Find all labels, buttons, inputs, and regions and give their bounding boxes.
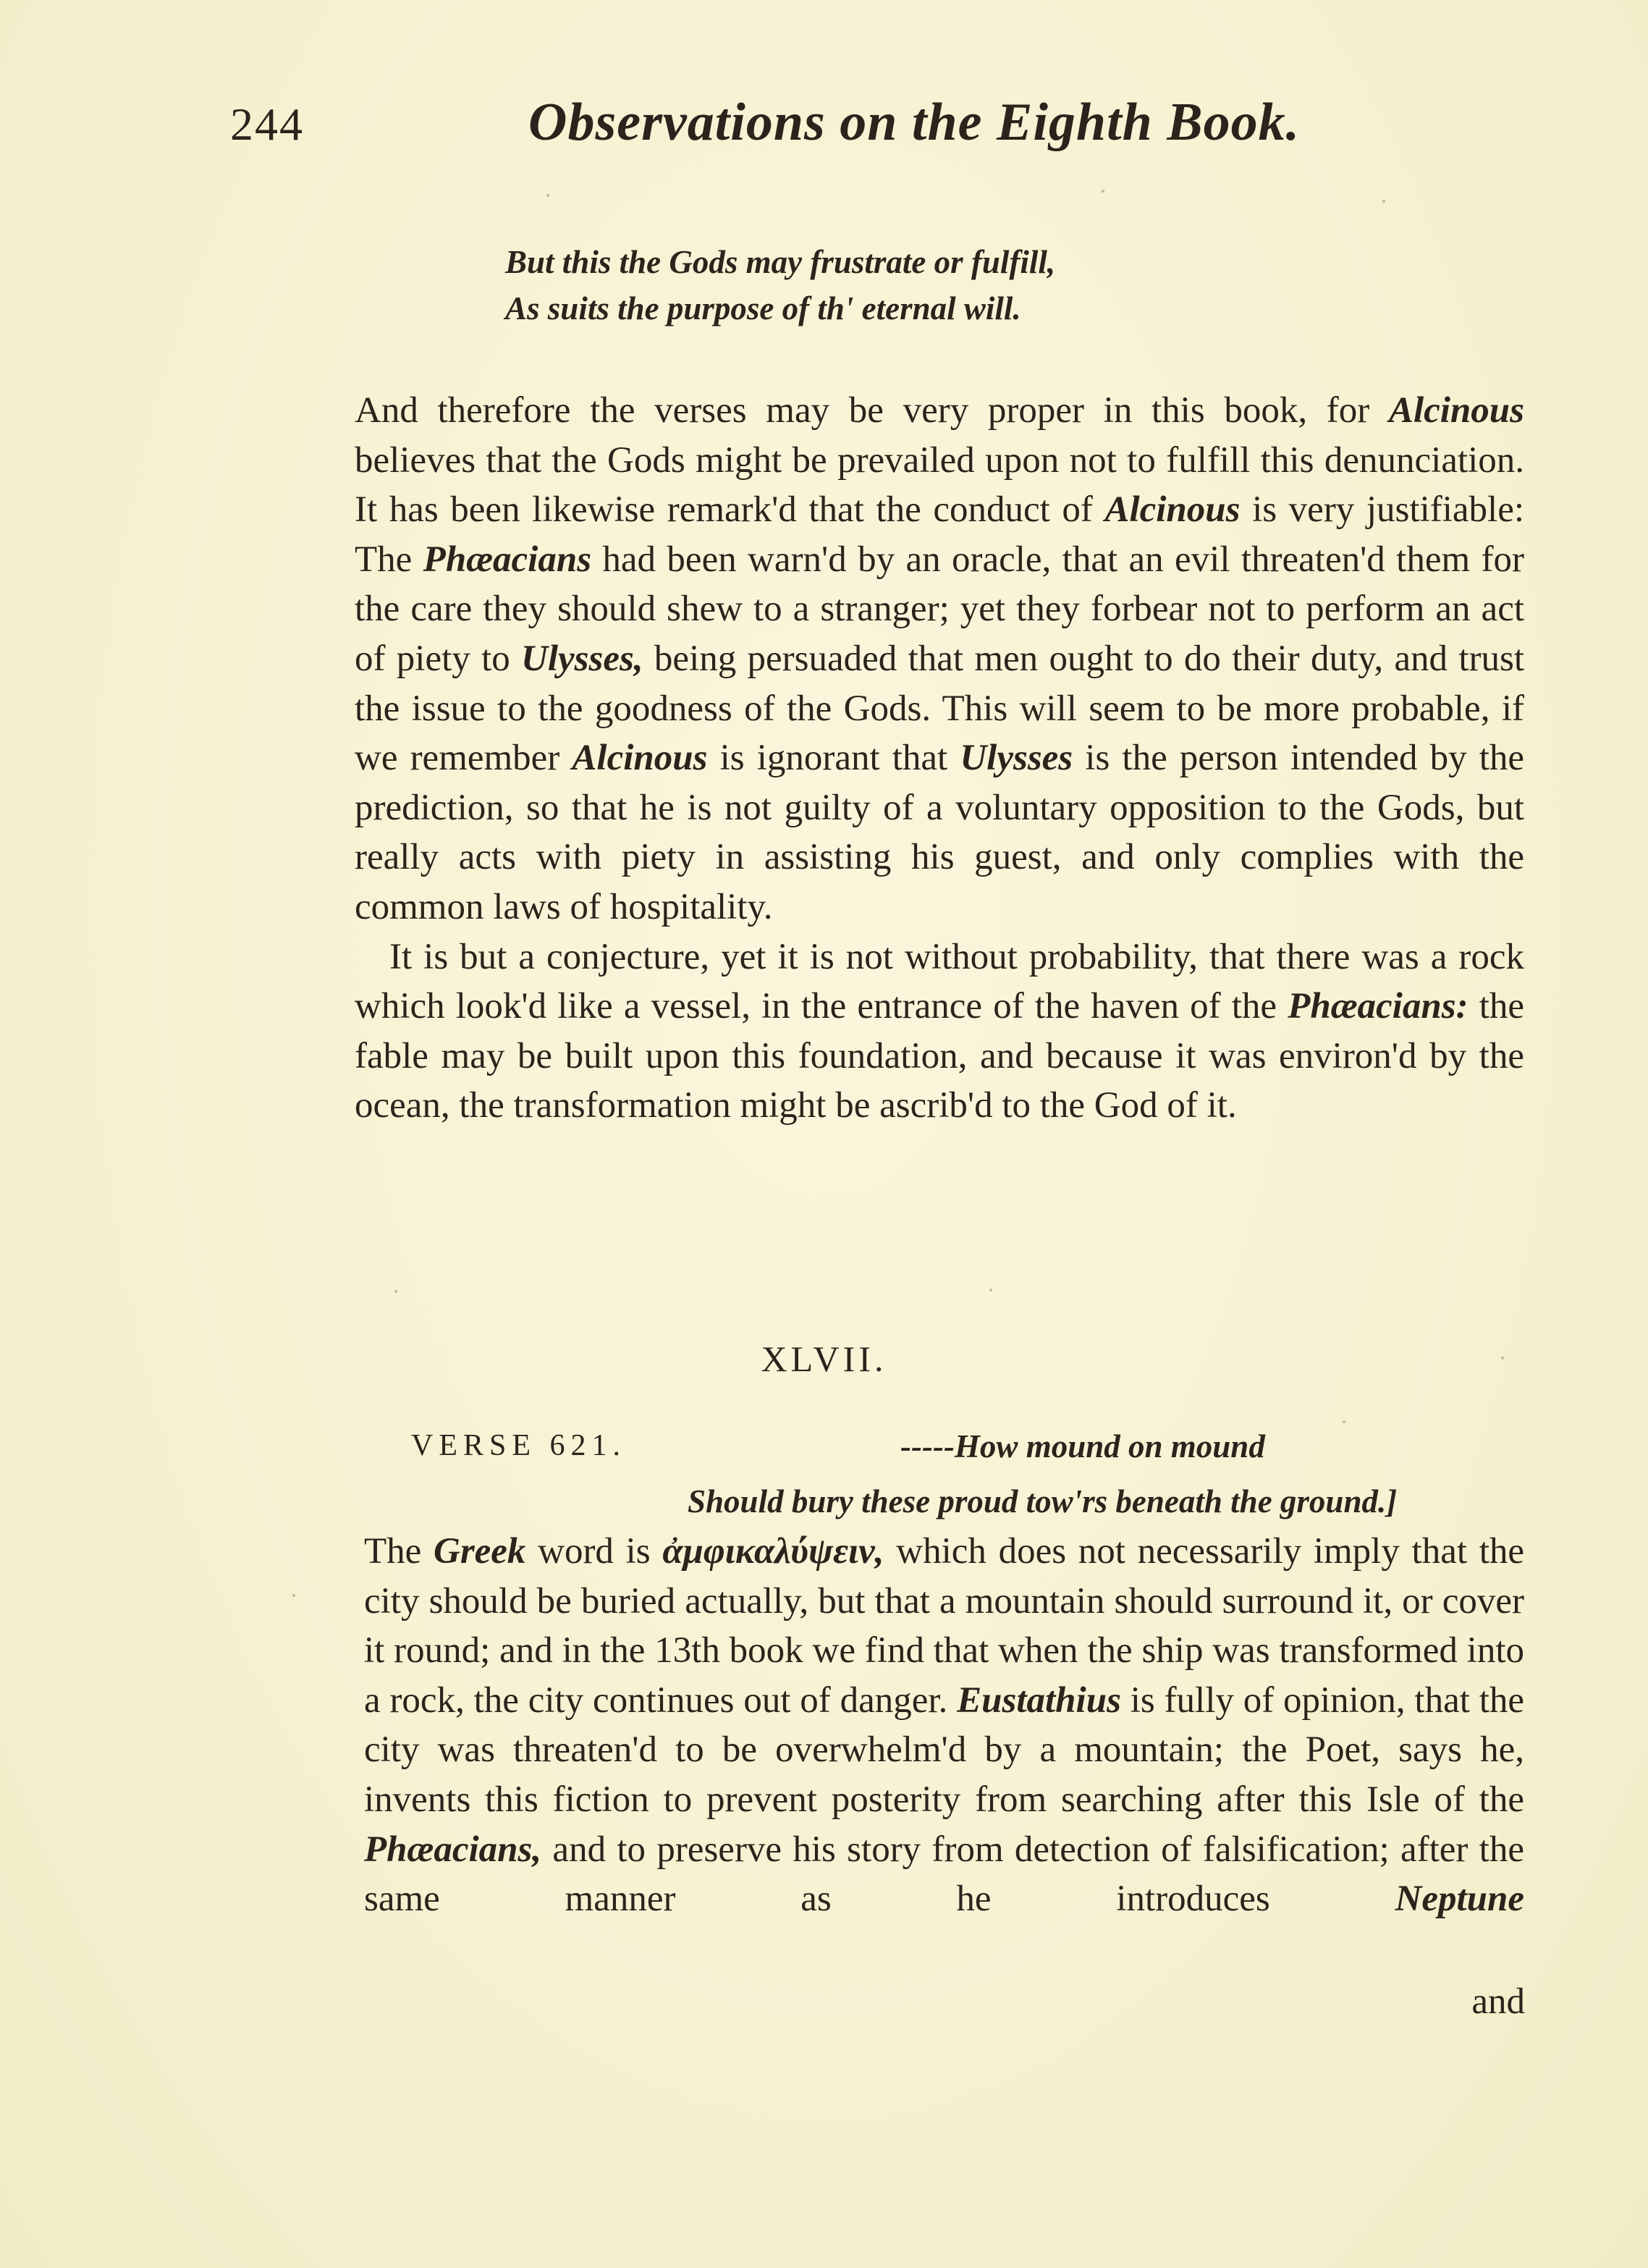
paper-speck [394, 1290, 397, 1293]
verse-quote-line-1: -----How mound on mound [900, 1428, 1265, 1464]
section-heading: XLVII. [761, 1339, 887, 1379]
paragraph-text: And therefore the verses may be very proper in this book, for Alcinous believes that the Gods might be prevailed upon not to fulfill this denunciation. It has been likewise remark'd that the conduct of Alcinous is very justifiable: The Phæacians had been warn'd by an oracle, that an evil threaten'd them for the care they should shew to a stranger; yet they forbear not to perform an act of piety to Ulysses, being persuaded that men ought to do their duty, and trust the issue to the goodness of the Gods. This will seem to be more probable, if we remember Alcinous is ignorant that Ulysses is the person intended by the prediction, so that he is not guilty of a voluntary opposition to the Gods, but really acts with piety in assisting his guest, and only complies with the common laws of hospitality. [355, 390, 1525, 927]
paragraph-text: It is but a conjecture, yet it is not without probability, that there was a rock which look'd like a vessel, in the entrance of the haven of the Phæacians: the fable may be built upon this foundation, and because it was environ'd by the ocean, the transformation might be ascrib'd to the God of it. [355, 936, 1524, 1126]
verse-quote-line-2: Should bury these proud tow'rs beneath the ground.] [688, 1483, 1398, 1519]
proper-name: Ulysses [960, 738, 1073, 779]
catchword: and [1471, 1981, 1525, 2022]
paper-speck [989, 1289, 992, 1291]
verse-reference [411, 1430, 1410, 1474]
paper-speck [1501, 1357, 1504, 1359]
opening-quote-line-2: As suits the purpose of th' eternal will. [505, 290, 1021, 326]
verse-label: VERSE 621. [411, 1429, 627, 1462]
paper-speck [1102, 190, 1104, 193]
proper-name: Alcinous [572, 738, 708, 779]
commentary-paragraph-1 [355, 386, 1524, 1131]
proper-name: Neptune [1395, 1879, 1524, 1920]
page-number: 244 [230, 98, 304, 150]
running-head: Observations on the Eighth Book. [528, 93, 1301, 152]
paper-speck [1382, 200, 1385, 203]
proper-name: Alcinous [1104, 489, 1241, 531]
proper-name: Phæacians: [1288, 986, 1469, 1027]
paper-speck [546, 194, 549, 197]
proper-name: Phæacians [423, 539, 592, 580]
proper-name: Greek [433, 1531, 526, 1572]
proper-name: Phæacians, [364, 1829, 542, 1870]
commentary-paragraph-3 [364, 1527, 1524, 1924]
paper-speck [1343, 1420, 1345, 1423]
opening-quote-line-1: But this the Gods may frustrate or fulfill, [505, 244, 1056, 280]
proper-name: Eustathius [957, 1679, 1121, 1721]
paper-speck [292, 1594, 295, 1597]
greek-word: ἀμφικαλύψειν, [662, 1531, 884, 1572]
paragraph-text: The Greek word is ἀμφικαλύψειν, which does not necessarily imply that the city should be buried actually, but that a mountain should surround it, or cover it round; and in the 13th book we find that when the ship was transformed into a rock, the city continues out of danger. Eustathius is fully of opinion, that the city was threaten'd to be overwhelm'd by a mountain; the Poet, says he, invents this fiction to prevent posterity from searching after this Isle of the Phæacians, and to preserve his story from detection of falsification; after the same manner as he introduces Neptune [364, 1531, 1524, 1920]
proper-name: Alcinous [1388, 390, 1524, 431]
proper-name: Ulysses, [521, 638, 643, 679]
